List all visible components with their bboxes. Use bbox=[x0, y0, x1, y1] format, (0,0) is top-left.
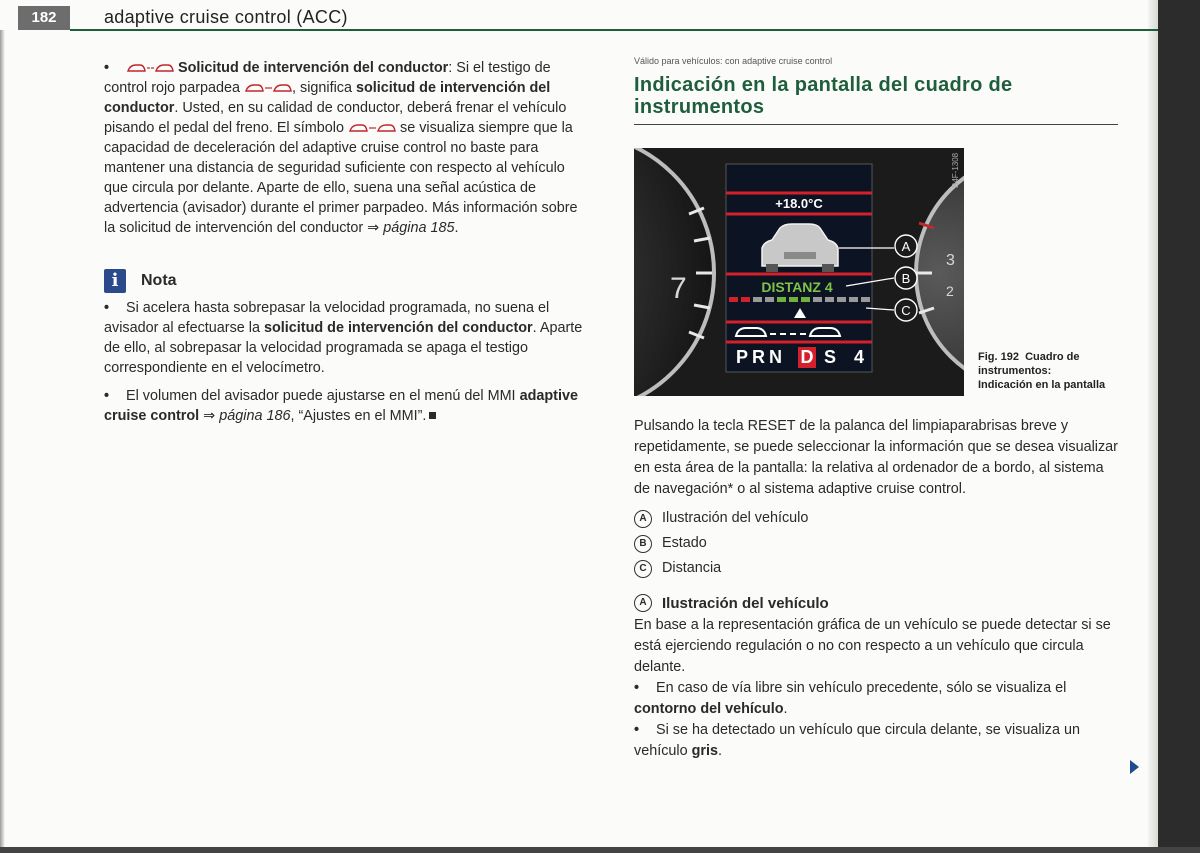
legend-label: Estado bbox=[662, 535, 707, 551]
figure-caption-text: Cuadro de instrumentos: Indicación en la pantalla bbox=[978, 351, 1106, 391]
legend-key-icon: A bbox=[634, 510, 652, 528]
callout-c: C bbox=[901, 303, 911, 318]
note-heading bbox=[104, 268, 588, 294]
page-link[interactable]: página 185 bbox=[383, 220, 455, 236]
bullet-text: En caso de vía libre sin vehículo precedente, sólo se visualiza el bbox=[656, 680, 1067, 696]
subsection-key-icon: A bbox=[634, 594, 652, 612]
bullet-bold: gris bbox=[691, 743, 719, 759]
driver-intervention-paragraph bbox=[104, 58, 588, 238]
bullet-text: . bbox=[718, 743, 723, 759]
svg-text:7: 7 bbox=[670, 272, 687, 305]
svg-text:2: 2 bbox=[946, 283, 954, 299]
page-header bbox=[0, 6, 1158, 30]
legend-item bbox=[634, 531, 1120, 556]
center-display bbox=[726, 164, 872, 372]
subsection-title: Ilustración del vehículo bbox=[662, 594, 829, 612]
page-number: 182 bbox=[18, 6, 70, 30]
figure-number: Fig. 192 bbox=[978, 351, 1019, 363]
note-bullet bbox=[104, 386, 588, 426]
paragraph-text: , significa bbox=[292, 80, 356, 96]
page-edge-highlight bbox=[1148, 0, 1158, 853]
paragraph-text: se visualiza siempre que la capacidad de deceleración del adaptive cruise control no baste para mantener una distancia de seguridad suficiente con respecto al vehículo que circula por delante. Aparte de ello, suena una señal acústica de advertencia (avisador) durante el primer parpadeo. Más información sobre la solicitud de intervención del conductor ⇒ bbox=[104, 120, 578, 236]
note-body bbox=[104, 298, 588, 426]
gear-letters: S bbox=[824, 347, 837, 367]
page-gutter-shadow bbox=[0, 30, 5, 850]
legend-key-icon: B bbox=[634, 535, 652, 553]
bullet: • bbox=[104, 388, 110, 404]
legend-item bbox=[634, 556, 1120, 581]
legend-label: Ilustración del vehículo bbox=[662, 510, 809, 526]
validity-note: Válido para vehículos: con adaptive cruise control bbox=[634, 56, 833, 66]
continue-arrow-icon bbox=[1130, 760, 1139, 774]
section-title: Indicación en la pantalla del cuadro de instrumentos bbox=[634, 74, 1013, 118]
chapter-title: adaptive cruise control (ACC) bbox=[104, 7, 348, 27]
end-of-section-icon bbox=[429, 412, 436, 419]
info-icon: i bbox=[104, 269, 126, 293]
paragraph-title: Solicitud de intervención del conductor bbox=[178, 60, 449, 76]
acc-warning-symbol-icon bbox=[348, 123, 396, 133]
instrument-cluster-figure bbox=[634, 148, 964, 396]
note-bullet bbox=[104, 298, 588, 378]
legend-key-icon: C bbox=[634, 560, 652, 578]
bullet: • bbox=[104, 60, 110, 76]
note-text: ⇒ bbox=[199, 408, 220, 424]
legend-label: Distancia bbox=[662, 560, 722, 576]
callout-b: B bbox=[901, 271, 911, 286]
acc-warning-symbol-icon bbox=[126, 63, 174, 73]
gear-letters: PRN bbox=[736, 347, 787, 367]
note-label: Nota bbox=[141, 272, 177, 289]
subsection-bullet bbox=[634, 678, 1120, 720]
callout-a: A bbox=[901, 239, 911, 254]
bullet-text: . bbox=[783, 701, 788, 717]
header-rule bbox=[70, 29, 1158, 31]
figure-code: B4F-1308 bbox=[951, 152, 960, 188]
paragraph-text: . bbox=[454, 220, 459, 236]
svg-text:3: 3 bbox=[946, 252, 955, 269]
page-edge bbox=[1158, 0, 1200, 853]
note-text: , “Ajustes en el MMI”. bbox=[290, 408, 427, 424]
legend-item bbox=[634, 506, 1120, 531]
outside-temperature: +18.0°C bbox=[775, 196, 823, 211]
note-bold: solicitud de intervención del conductor bbox=[263, 320, 533, 336]
acc-status: DISTANZ 4 bbox=[761, 279, 833, 295]
gear-number: 4 bbox=[854, 347, 865, 367]
bullet: • bbox=[634, 722, 640, 738]
figure-caption bbox=[978, 350, 1108, 392]
page-bottom-edge bbox=[0, 847, 1200, 853]
left-column bbox=[104, 58, 588, 434]
paragraph-bold: solicitud de intervención del conductor bbox=[104, 80, 551, 116]
bullet: • bbox=[104, 300, 110, 316]
right-column-header bbox=[634, 56, 1120, 125]
right-column-body bbox=[634, 416, 1120, 762]
note-bold: adaptive cruise control bbox=[104, 388, 578, 424]
bullet-text: Si se ha detectado un vehículo que circula delante, se visualiza un vehículo bbox=[634, 722, 1080, 759]
subsection-heading bbox=[634, 591, 1120, 615]
paragraph-text: . Usted, en su calidad de conductor, deberá frenar el vehículo pisando el pedal del freno. El símbolo bbox=[104, 100, 567, 136]
intro-paragraph: Pulsando la tecla RESET de la palanca del limpiaparabrisas breve y repetidamente, se puede seleccionar la información que se desea visualizar en esta área de la pantalla: la relativa al ordenador de a bordo, al sistema de navegación* o al sistema adaptive cruise control. bbox=[634, 418, 1118, 497]
note-text: Si acelera hasta sobrepasar la velocidad programada, no suena el avisador al efectuarse la bbox=[104, 300, 550, 336]
title-rule bbox=[634, 124, 1118, 125]
subsection-bullet bbox=[634, 720, 1120, 762]
legend-list bbox=[634, 506, 1120, 581]
note-text: . Aparte de ello, al sobrepasar la velocidad programada se apaga el testigo correspondiente en el velocímetro. bbox=[104, 320, 583, 376]
note-text: El volumen del avisador puede ajustarse en el menú del MMI bbox=[126, 388, 520, 404]
active-gear: D bbox=[800, 347, 814, 367]
acc-warning-symbol-icon bbox=[244, 83, 292, 93]
bullet-bold: contorno del vehículo bbox=[634, 701, 784, 717]
subsection-body: En base a la representación gráfica de un vehículo se puede detectar si se está ejerciendo regulación o no con respecto a un vehículo que circula delante. bbox=[634, 617, 1111, 675]
paragraph-text: : Si el testigo de control rojo parpadea bbox=[104, 60, 551, 96]
page-link[interactable]: página 186 bbox=[219, 408, 291, 424]
bullet: • bbox=[634, 680, 640, 696]
